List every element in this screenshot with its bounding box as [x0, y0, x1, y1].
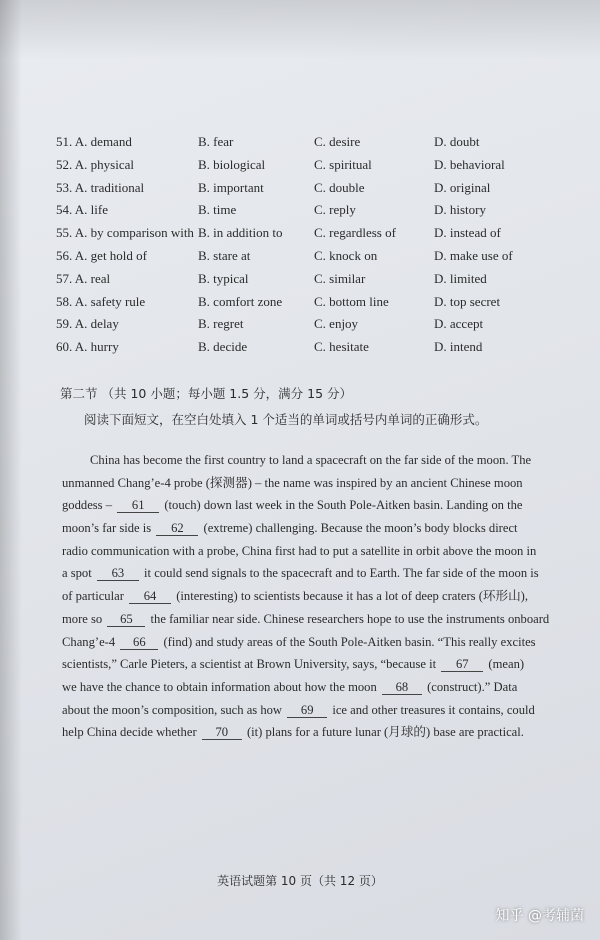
blank-69[interactable]: 69	[287, 703, 327, 718]
passage-text: the familiar near side. Chinese researchers hope to use the instruments onboard	[150, 611, 550, 626]
blank-63[interactable]: 63	[97, 566, 139, 581]
passage-line	[62, 699, 548, 722]
passage-line	[62, 608, 548, 631]
passage-text: it could send signals to the spacecraft and to Earth. The far side of the moon is	[144, 566, 539, 581]
passage-line	[62, 676, 548, 699]
passage-text: we have the chance to obtain information about how the moon	[62, 679, 377, 694]
passage-line	[62, 517, 548, 540]
passage-text: radio communication with a probe, China first had to put a satellite in orbit above the moon in	[62, 543, 537, 558]
blank-65[interactable]: 65	[107, 612, 145, 627]
option-a: 58. A. safety rule	[56, 293, 146, 309]
option-c: C. bottom line	[314, 293, 389, 309]
passage-text: unmanned Chang’e-4 probe (探测器) – the name was inspired by an ancient Chinese moon	[62, 475, 523, 490]
option-d: D. original	[434, 179, 491, 195]
option-d: D. instead of	[434, 225, 501, 241]
option-d: D. doubt	[434, 134, 480, 149]
page-shadow-left	[0, 0, 22, 940]
option-b: B. important	[198, 179, 264, 195]
option-row	[56, 225, 556, 248]
option-a: 56. A. get hold of	[56, 247, 147, 263]
passage-text: (extreme) challenging. Because the moon’s body blocks direct	[203, 521, 518, 536]
passage-text: (find) and study areas of the South Pole-Aitken basin. “This really excites	[163, 634, 536, 649]
option-b: B. decide	[198, 339, 248, 355]
passage-text: a spot	[62, 566, 92, 581]
option-d: D. top secret	[434, 293, 501, 309]
option-d: D. accept	[434, 316, 484, 332]
option-a: 52. A. physical	[56, 156, 134, 172]
passage-text: more so	[62, 611, 103, 626]
option-c: C. desire	[314, 134, 361, 149]
passage-text: help China decide whether	[62, 725, 197, 740]
option-c: C. hesitate	[314, 339, 369, 355]
option-a: 53. A. traditional	[56, 179, 145, 195]
option-row	[56, 180, 556, 203]
option-row	[56, 202, 556, 225]
section-instruction: 阅读下面短文，在空白处填入 1 个适当的单词或括号内单词的正确形式。	[84, 412, 488, 427]
option-a: 54. A. life	[56, 202, 108, 218]
blank-70[interactable]: 70	[202, 725, 242, 740]
passage-text: of particular	[62, 589, 124, 604]
option-c: C. similar	[314, 270, 366, 286]
passage-text: goddess –	[62, 498, 113, 513]
option-d: D. make use of	[434, 247, 513, 263]
option-c: C. spiritual	[314, 156, 372, 172]
option-d: D. limited	[434, 270, 487, 286]
page-footer: 英语试题第 10 页（共 12 页）	[217, 874, 383, 888]
passage-line	[62, 721, 548, 744]
option-d: D. intend	[434, 339, 483, 355]
option-row	[56, 157, 556, 180]
passage-text: (it) plans for a future lunar (月球的) base are practical.	[246, 725, 524, 740]
blank-64[interactable]: 64	[129, 589, 171, 604]
watermark: 知乎 @考辅菌	[495, 908, 584, 924]
option-row	[56, 316, 556, 339]
passage-line	[62, 540, 548, 563]
option-c: C. reply	[314, 202, 356, 218]
option-row	[56, 271, 556, 294]
passage-text: (mean)	[488, 657, 525, 672]
passage-text: (construct).” Data	[427, 679, 518, 694]
option-row	[56, 134, 556, 157]
passage-text: China has become the first country to land a spacecraft on the far side of the moon. The	[90, 453, 532, 467]
passage-line	[62, 494, 548, 517]
passage-text: (interesting) to scientists because it has a lot of deep craters (环形山),	[176, 589, 529, 604]
passage-text: (touch) down last week in the South Pole-Aitken basin. Landing on the	[164, 498, 523, 513]
passage-line	[62, 562, 548, 585]
option-a: 57. A. real	[56, 270, 111, 286]
option-b: B. typical	[198, 270, 249, 286]
option-b: B. in addition to	[198, 225, 283, 241]
passage	[62, 449, 548, 744]
option-a: 51. A. demand	[56, 134, 132, 149]
passage-text: about the moon’s composition, such as how	[62, 702, 283, 717]
passage-line	[62, 585, 548, 608]
blank-67[interactable]: 67	[441, 657, 483, 672]
option-b: B. fear	[198, 134, 234, 149]
option-b: B. time	[198, 202, 237, 218]
option-c: C. enjoy	[314, 316, 359, 332]
options-table	[56, 134, 556, 362]
option-a: 55. A. by comparison with	[56, 225, 194, 241]
option-c: C. double	[314, 179, 365, 195]
passage-line	[62, 449, 548, 472]
option-row	[56, 248, 556, 271]
passage-text: scientists,” Carle Pieters, a scientist at Brown University, says, “because it	[62, 657, 437, 672]
passage-line	[62, 472, 548, 495]
option-c: C. knock on	[314, 247, 378, 263]
option-row	[56, 339, 556, 362]
page-shadow-top	[0, 0, 600, 60]
option-b: B. stare at	[198, 247, 251, 263]
option-b: B. regret	[198, 316, 244, 332]
passage-text: ice and other treasures it contains, could	[332, 702, 535, 717]
blank-62[interactable]: 62	[156, 521, 198, 536]
blank-66[interactable]: 66	[120, 635, 158, 650]
passage-text: moon’s far side is	[62, 521, 152, 536]
option-b: B. biological	[198, 156, 266, 172]
blank-68[interactable]: 68	[382, 680, 422, 695]
passage-line	[62, 631, 548, 654]
option-b: B. comfort zone	[198, 293, 283, 309]
option-d: D. behavioral	[434, 156, 505, 172]
option-a: 59. A. delay	[56, 316, 119, 332]
option-a: 60. A. hurry	[56, 339, 119, 355]
option-c: C. regardless of	[314, 225, 396, 241]
passage-line	[62, 653, 548, 676]
section-heading: 第二节 （共 10 小题；每小题 1.5 分，满分 15 分）	[60, 386, 353, 401]
blank-61[interactable]: 61	[117, 498, 159, 513]
option-d: D. history	[434, 202, 486, 218]
passage-text: Chang’e-4	[62, 634, 116, 649]
option-row	[56, 294, 556, 317]
